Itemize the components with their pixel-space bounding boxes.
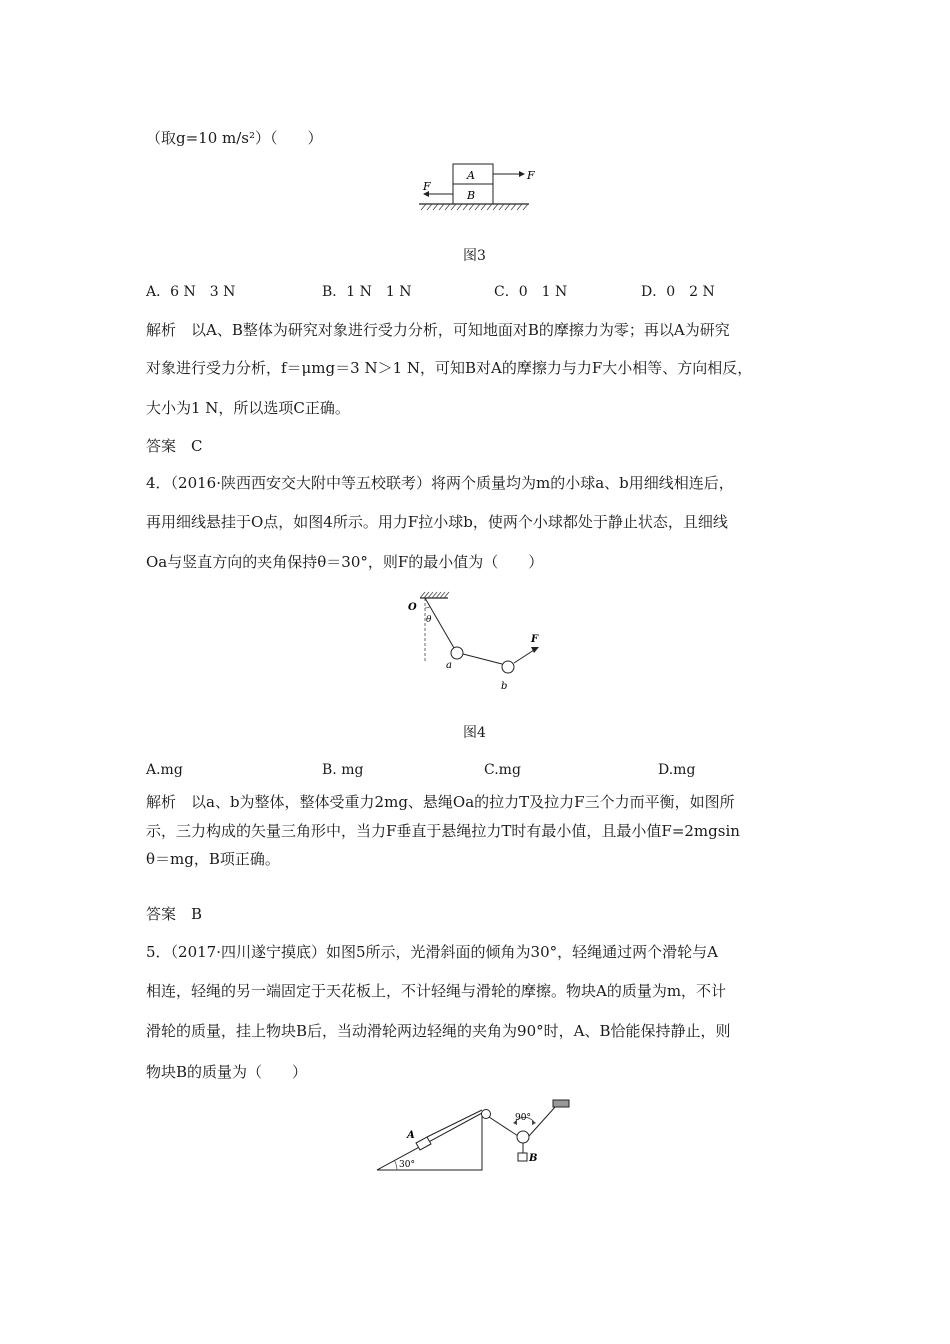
q3-analysis-line-1: 解析 以A、B整体为研究对象进行受力分析，可知地面对B的摩擦力为零；再以A为研究 — [146, 321, 730, 339]
label-b: B — [466, 189, 476, 202]
label-a: A — [407, 1130, 415, 1141]
force-f-arrow — [514, 634, 539, 663]
string-ab — [463, 654, 502, 664]
q4-option-b: B. mg — [322, 762, 364, 778]
label-f: F — [531, 634, 539, 645]
ceiling-mount — [553, 1100, 569, 1107]
rope-to-a — [427, 1110, 482, 1137]
q4-analysis-line-3: θ＝mg，B项正确。 — [146, 850, 280, 868]
q3-analysis-line-2: 对象进行受力分析，f＝μmg＝3 N＞1 N，可知B对A的摩擦力与力F大小相等、方向相反， — [146, 359, 753, 377]
label-o: O — [408, 602, 417, 613]
force-right-label: F — [527, 169, 535, 182]
q3-option-d: D．0 2 N — [641, 284, 715, 300]
q3-option-a: A．6 N 3 N — [146, 284, 236, 300]
label-a: a — [446, 660, 452, 671]
q5-stem-line-3: 滑轮的质量，挂上物块B后，当动滑轮两边轻绳的夹角为90°时，A、B恰能保持静止，则 — [146, 1022, 731, 1040]
q3-option-c: C．0 1 N — [494, 284, 568, 300]
movable-pulley — [517, 1131, 529, 1143]
label-rope-angle: 90° — [515, 1113, 531, 1123]
label-b: B — [529, 1153, 538, 1164]
figure-3 — [405, 160, 545, 216]
q4-stem-line-2: 再用细线悬挂于O点，如图4所示。用力F拉小球b，使两个小球都处于静止状态，且细线 — [146, 513, 728, 531]
q3-answer: 答案 C — [146, 437, 203, 455]
ball-b — [502, 661, 514, 673]
q5-stem-line-4: 物块B的质量为（ ） — [146, 1063, 308, 1081]
q4-answer: 答案 B — [146, 905, 203, 923]
figure-5 — [375, 1094, 585, 1174]
q4-option-d: D.mg — [658, 762, 696, 778]
q3-analysis-line-3: 大小为1 N，所以选项C正确。 — [146, 399, 350, 417]
q3-condition: （取g=10 m/s²）（ ） — [146, 129, 323, 147]
label-theta: θ — [426, 615, 432, 625]
label-angle: 30° — [399, 1160, 415, 1170]
block-b — [518, 1153, 527, 1161]
q4-stem-line-3: Oa与竖直方向的夹角保持θ＝30°，则F的最小值为（ ） — [146, 553, 544, 571]
block-a — [406, 1130, 431, 1150]
q4-analysis-line-1: 解析 以a、b为整体，整体受重力2mg、悬绳Oa的拉力T及拉力F三个力而平衡，如图所 — [146, 793, 735, 811]
figure-4-caption: 图4 — [463, 725, 486, 741]
force-left-label: F — [423, 180, 431, 193]
q5-stem-line-2: 相连，轻绳的另一端固定于天花板上，不计轻绳与滑轮的摩擦。物块A的质量为m，不计 — [146, 982, 727, 1000]
q5-stem-line-1: 5．（2017·四川遂宁摸底）如图5所示，光滑斜面的倾角为30°，轻绳通过两个滑轮与A — [146, 943, 718, 961]
label-b: b — [501, 681, 508, 692]
angle-arc — [425, 607, 430, 608]
figure-4 — [400, 590, 560, 700]
force-left-arrow — [422, 180, 453, 197]
block-a — [453, 164, 493, 184]
ball-a — [451, 647, 463, 659]
q4-option-c: C.mg — [484, 762, 521, 778]
force-right-arrow — [493, 169, 535, 182]
rope-left — [489, 1117, 518, 1136]
q4-option-a: A.mg — [146, 762, 183, 778]
q4-analysis-line-2: 示，三力构成的矢量三角形中，当力F垂直于悬绳拉力T时有最小值，且最小值F=2mgsin — [146, 822, 740, 840]
q4-stem-line-1: 4．（2016·陕西西安交大附中等五校联考）将两个质量均为m的小球a、b用细线相连后， — [146, 474, 734, 492]
figure-3-caption: 图3 — [463, 248, 486, 264]
ceiling — [420, 592, 449, 598]
ground — [419, 204, 529, 210]
label-a: A — [467, 169, 475, 182]
q3-option-b: B．1 N 1 N — [322, 284, 412, 300]
block-b — [453, 184, 493, 204]
